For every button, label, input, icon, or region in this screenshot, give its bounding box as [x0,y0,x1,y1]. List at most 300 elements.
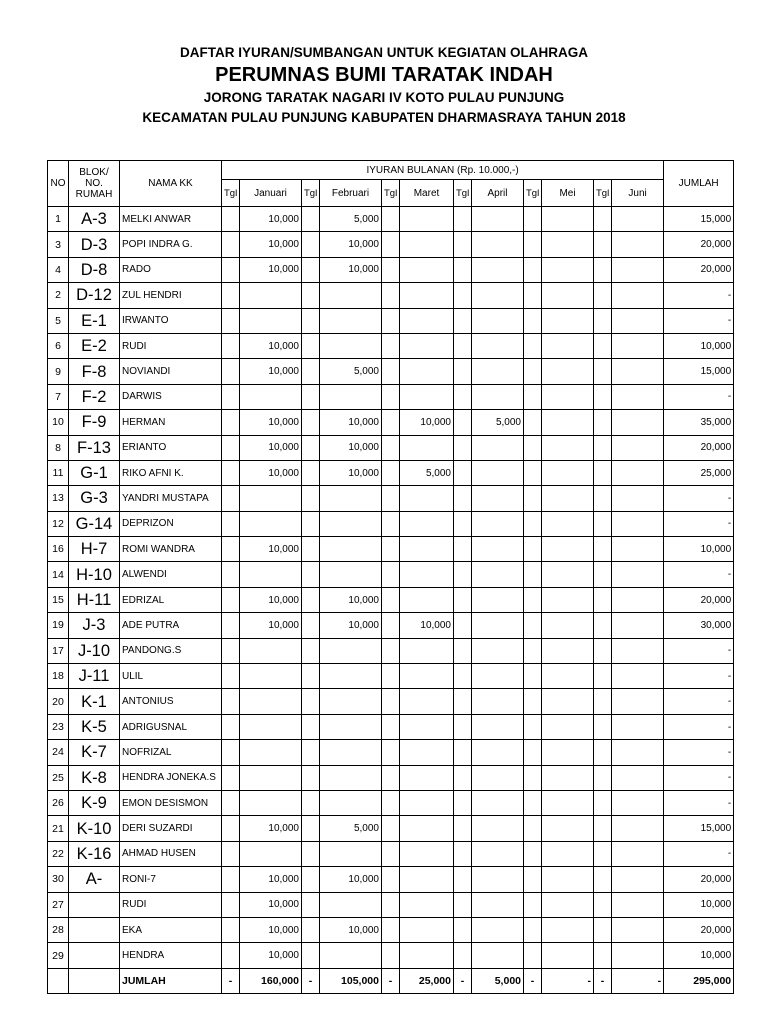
row-month-value [472,740,524,765]
row-month-value [320,689,382,714]
row-month-value [400,359,454,384]
row-nama-kk: EDRIZAL [120,587,222,612]
row-tgl-cell [594,740,612,765]
row-tgl-cell [302,486,320,511]
row-tgl-cell [302,613,320,638]
row-month-value: 10,000 [240,892,302,917]
row-month-value: 10,000 [320,917,382,942]
row-jumlah: 20,000 [664,867,734,892]
row-month-value [400,333,454,358]
row-month-value [542,537,594,562]
row-no: 18 [48,664,69,689]
row-no: 20 [48,689,69,714]
total-month-value: 105,000 [320,968,382,993]
row-blok: F-9 [69,410,120,435]
row-month-value [612,257,664,282]
row-month-value: 5,000 [320,207,382,232]
row-month-value [542,283,594,308]
table-row [48,562,734,587]
row-tgl-cell [524,740,542,765]
row-tgl-cell [454,207,472,232]
row-jumlah: - [664,790,734,815]
row-tgl-cell [382,207,400,232]
row-tgl-cell [302,587,320,612]
row-jumlah: - [664,283,734,308]
row-month-value [400,638,454,663]
row-jumlah: - [664,486,734,511]
total-label: JUMLAH [120,968,222,993]
header-month-januari: Januari [240,180,302,207]
row-tgl-cell [382,740,400,765]
row-month-value [542,460,594,485]
row-month-value [240,714,302,739]
row-tgl-cell [382,283,400,308]
row-tgl-cell [454,740,472,765]
row-blok: K-7 [69,740,120,765]
row-tgl-cell [222,613,240,638]
row-no: 6 [48,333,69,358]
table-row [48,511,734,536]
row-tgl-cell [594,765,612,790]
row-nama-kk: HERMAN [120,410,222,435]
row-no: 22 [48,841,69,866]
row-tgl-cell [454,714,472,739]
row-no: 11 [48,460,69,485]
table-row [48,816,734,841]
row-no: 29 [48,943,69,968]
row-jumlah: 10,000 [664,892,734,917]
row-no: 26 [48,790,69,815]
row-tgl-cell [454,689,472,714]
table-row [48,435,734,460]
header-tgl: Tgl [524,180,542,207]
row-jumlah: - [664,511,734,536]
row-nama-kk: ANTONIUS [120,689,222,714]
row-month-value [400,892,454,917]
header-tgl: Tgl [222,180,240,207]
row-month-value [400,257,454,282]
row-tgl-cell [594,867,612,892]
row-month-value [472,765,524,790]
row-tgl-cell [524,232,542,257]
table-row [48,460,734,485]
row-tgl-cell [454,308,472,333]
row-month-value [400,790,454,815]
row-month-value [542,917,594,942]
row-tgl-cell [222,232,240,257]
total-month-value: - [542,968,594,993]
row-month-value [400,689,454,714]
row-month-value [612,790,664,815]
header-month-juni: Juni [612,180,664,207]
row-tgl-cell [382,384,400,409]
row-blok: F-13 [69,435,120,460]
row-month-value: 10,000 [320,460,382,485]
row-month-value [400,207,454,232]
contribution-table [47,160,734,994]
row-nama-kk: ADE PUTRA [120,613,222,638]
header-blok-line: RUMAH [75,189,113,200]
row-tgl-cell [594,841,612,866]
row-no: 24 [48,740,69,765]
row-tgl-cell [524,613,542,638]
row-blok: A- [69,867,120,892]
row-tgl-cell [382,562,400,587]
row-month-value: 10,000 [240,359,302,384]
row-month-value [612,765,664,790]
row-tgl-cell [524,867,542,892]
row-month-value [472,664,524,689]
row-blok: H-7 [69,537,120,562]
row-month-value: 10,000 [320,257,382,282]
row-tgl-cell [454,511,472,536]
row-tgl-cell [454,917,472,942]
row-month-value [240,638,302,663]
row-month-value [320,384,382,409]
row-jumlah: 15,000 [664,359,734,384]
row-nama-kk: ROMI WANDRA [120,537,222,562]
row-jumlah: 35,000 [664,410,734,435]
row-month-value [240,740,302,765]
row-jumlah: 10,000 [664,537,734,562]
row-month-value [542,359,594,384]
row-nama-kk: MELKI ANWAR [120,207,222,232]
row-tgl-cell [594,689,612,714]
row-tgl-cell [454,410,472,435]
row-tgl-cell [222,384,240,409]
row-month-value [240,511,302,536]
row-blok: G-3 [69,486,120,511]
row-tgl-cell [524,384,542,409]
row-tgl-cell [222,917,240,942]
row-month-value: 10,000 [320,410,382,435]
row-month-value [472,283,524,308]
row-month-value [472,714,524,739]
table-row [48,790,734,815]
row-month-value [542,486,594,511]
row-month-value [240,841,302,866]
row-no: 28 [48,917,69,942]
row-blok: D-12 [69,283,120,308]
row-month-value: 10,000 [240,232,302,257]
row-tgl-cell [302,537,320,562]
row-tgl-cell [524,664,542,689]
row-month-value [320,486,382,511]
row-month-value [612,892,664,917]
row-month-value [612,460,664,485]
header-tgl: Tgl [594,180,612,207]
total-month-value: 25,000 [400,968,454,993]
row-month-value [320,664,382,689]
row-no: 2 [48,283,69,308]
row-tgl-cell [524,435,542,460]
row-tgl-cell [302,283,320,308]
row-month-value [472,917,524,942]
header-month-februari: Februari [320,180,382,207]
row-month-value [400,232,454,257]
row-no: 19 [48,613,69,638]
row-blok: J-3 [69,613,120,638]
row-tgl-cell [222,638,240,663]
row-tgl-cell [454,460,472,485]
row-no: 9 [48,359,69,384]
row-month-value [320,511,382,536]
row-tgl-cell [454,943,472,968]
table-row [48,689,734,714]
row-month-value [542,384,594,409]
row-tgl-cell [222,689,240,714]
row-tgl-cell [222,359,240,384]
row-month-value [612,283,664,308]
row-blok [69,892,120,917]
table-row [48,917,734,942]
row-tgl-cell [594,943,612,968]
row-month-value [320,638,382,663]
row-tgl-cell [524,308,542,333]
row-tgl-cell [524,943,542,968]
row-month-value [240,562,302,587]
row-month-value [612,207,664,232]
row-month-value [612,587,664,612]
row-month-value: 10,000 [320,587,382,612]
row-nama-kk: EKA [120,917,222,942]
row-tgl-cell [382,714,400,739]
row-month-value [612,841,664,866]
row-month-value [472,232,524,257]
row-month-value: 10,000 [240,257,302,282]
row-tgl-cell [382,511,400,536]
row-month-value [472,790,524,815]
row-month-value [612,638,664,663]
row-month-value [400,283,454,308]
row-tgl-cell [302,232,320,257]
row-month-value [542,638,594,663]
table-row [48,714,734,739]
row-tgl-cell [302,410,320,435]
row-tgl-cell [302,207,320,232]
row-month-value [542,308,594,333]
row-tgl-cell [594,435,612,460]
header-no: NO [48,161,69,207]
total-month-value: 160,000 [240,968,302,993]
row-nama-kk: YANDRI MUSTAPA [120,486,222,511]
row-tgl-cell [222,765,240,790]
row-month-value [400,537,454,562]
row-month-value [542,765,594,790]
row-tgl-cell [594,283,612,308]
row-tgl-cell [594,207,612,232]
row-month-value [612,410,664,435]
row-month-value [400,816,454,841]
row-tgl-cell [302,892,320,917]
row-tgl-cell [382,435,400,460]
row-month-value [320,790,382,815]
table-row [48,943,734,968]
row-blok: F-8 [69,359,120,384]
row-tgl-cell [222,714,240,739]
row-tgl-cell [454,435,472,460]
row-no: 7 [48,384,69,409]
total-tgl: - [382,968,400,993]
row-blok: H-10 [69,562,120,587]
row-tgl-cell [524,207,542,232]
row-tgl-cell [382,943,400,968]
row-month-value [472,308,524,333]
row-tgl-cell [382,664,400,689]
header-blok-line: BLOK/ [79,167,109,178]
row-jumlah: 10,000 [664,333,734,358]
row-tgl-cell [382,867,400,892]
row-month-value [612,511,664,536]
row-nama-kk: EMON DESISMON [120,790,222,815]
row-blok: A-3 [69,207,120,232]
row-blok: D-3 [69,232,120,257]
row-jumlah: - [664,841,734,866]
row-jumlah: - [664,740,734,765]
row-tgl-cell [302,664,320,689]
row-month-value [472,613,524,638]
row-month-value [472,257,524,282]
row-tgl-cell [382,613,400,638]
row-tgl-cell [524,410,542,435]
row-no: 1 [48,207,69,232]
row-tgl-cell [454,790,472,815]
row-tgl-cell [524,537,542,562]
total-month-value: - [612,968,664,993]
row-month-value [400,587,454,612]
row-tgl-cell [222,790,240,815]
row-tgl-cell [222,486,240,511]
row-month-value [320,714,382,739]
row-month-value [320,283,382,308]
row-month-value [542,562,594,587]
row-tgl-cell [222,841,240,866]
row-no: 15 [48,587,69,612]
header-nama-kk: NAMA KK [120,161,222,207]
row-month-value [612,435,664,460]
row-month-value [542,511,594,536]
row-tgl-cell [454,486,472,511]
row-tgl-cell [222,283,240,308]
table-row [48,664,734,689]
row-jumlah: - [664,714,734,739]
row-tgl-cell [594,410,612,435]
row-month-value: 10,000 [240,613,302,638]
row-month-value [472,892,524,917]
row-tgl-cell [222,511,240,536]
row-month-value [320,841,382,866]
total-tgl: - [524,968,542,993]
row-jumlah: - [664,664,734,689]
table-row [48,740,734,765]
table-row [48,257,734,282]
row-blok: K-1 [69,689,120,714]
row-month-value [240,664,302,689]
row-blok: K-8 [69,765,120,790]
row-month-value: 10,000 [240,435,302,460]
row-tgl-cell [222,740,240,765]
row-jumlah: - [664,308,734,333]
row-month-value: 10,000 [320,435,382,460]
row-blok [69,917,120,942]
row-tgl-cell [382,486,400,511]
row-jumlah: - [664,384,734,409]
row-tgl-cell [594,359,612,384]
row-month-value [240,308,302,333]
row-month-value [400,714,454,739]
row-tgl-cell [594,587,612,612]
row-month-value [320,943,382,968]
row-nama-kk: ULIL [120,664,222,689]
row-tgl-cell [524,562,542,587]
header-blok-line: NO. [85,178,103,189]
row-tgl-cell [382,638,400,663]
row-nama-kk: DERI SUZARDI [120,816,222,841]
row-month-value [320,333,382,358]
row-tgl-cell [382,689,400,714]
total-tgl: - [594,968,612,993]
row-blok: K-10 [69,816,120,841]
row-no: 13 [48,486,69,511]
row-month-value [612,943,664,968]
row-nama-kk: RADO [120,257,222,282]
row-nama-kk: RIKO AFNI K. [120,460,222,485]
row-blok: H-11 [69,587,120,612]
row-nama-kk: PANDONG.S [120,638,222,663]
row-month-value [612,613,664,638]
row-jumlah: 15,000 [664,816,734,841]
row-blok: K-16 [69,841,120,866]
row-month-value: 10,000 [400,410,454,435]
row-month-value [542,613,594,638]
row-nama-kk: RUDI [120,892,222,917]
row-jumlah: 30,000 [664,613,734,638]
table-row [48,638,734,663]
row-jumlah: 20,000 [664,435,734,460]
row-month-value [240,384,302,409]
row-tgl-cell [222,333,240,358]
row-blok: G-1 [69,460,120,485]
row-tgl-cell [594,308,612,333]
row-jumlah: 20,000 [664,917,734,942]
row-tgl-cell [594,232,612,257]
row-nama-kk: IRWANTO [120,308,222,333]
row-no: 30 [48,867,69,892]
row-tgl-cell [222,867,240,892]
row-tgl-cell [454,257,472,282]
row-month-value: 10,000 [240,917,302,942]
header-tgl: Tgl [454,180,472,207]
row-no: 23 [48,714,69,739]
row-tgl-cell [222,562,240,587]
row-month-value [612,384,664,409]
row-nama-kk: DEPRIZON [120,511,222,536]
header-jumlah: JUMLAH [664,161,734,207]
row-tgl-cell [382,359,400,384]
total-month-value: 5,000 [472,968,524,993]
row-tgl-cell [222,816,240,841]
row-nama-kk: POPI INDRA G. [120,232,222,257]
row-month-value: 5,000 [472,410,524,435]
row-tgl-cell [524,283,542,308]
row-month-value [612,664,664,689]
row-month-value [472,537,524,562]
row-tgl-cell [454,892,472,917]
total-tgl: - [222,968,240,993]
row-tgl-cell [594,638,612,663]
row-tgl-cell [524,333,542,358]
row-month-value [612,486,664,511]
